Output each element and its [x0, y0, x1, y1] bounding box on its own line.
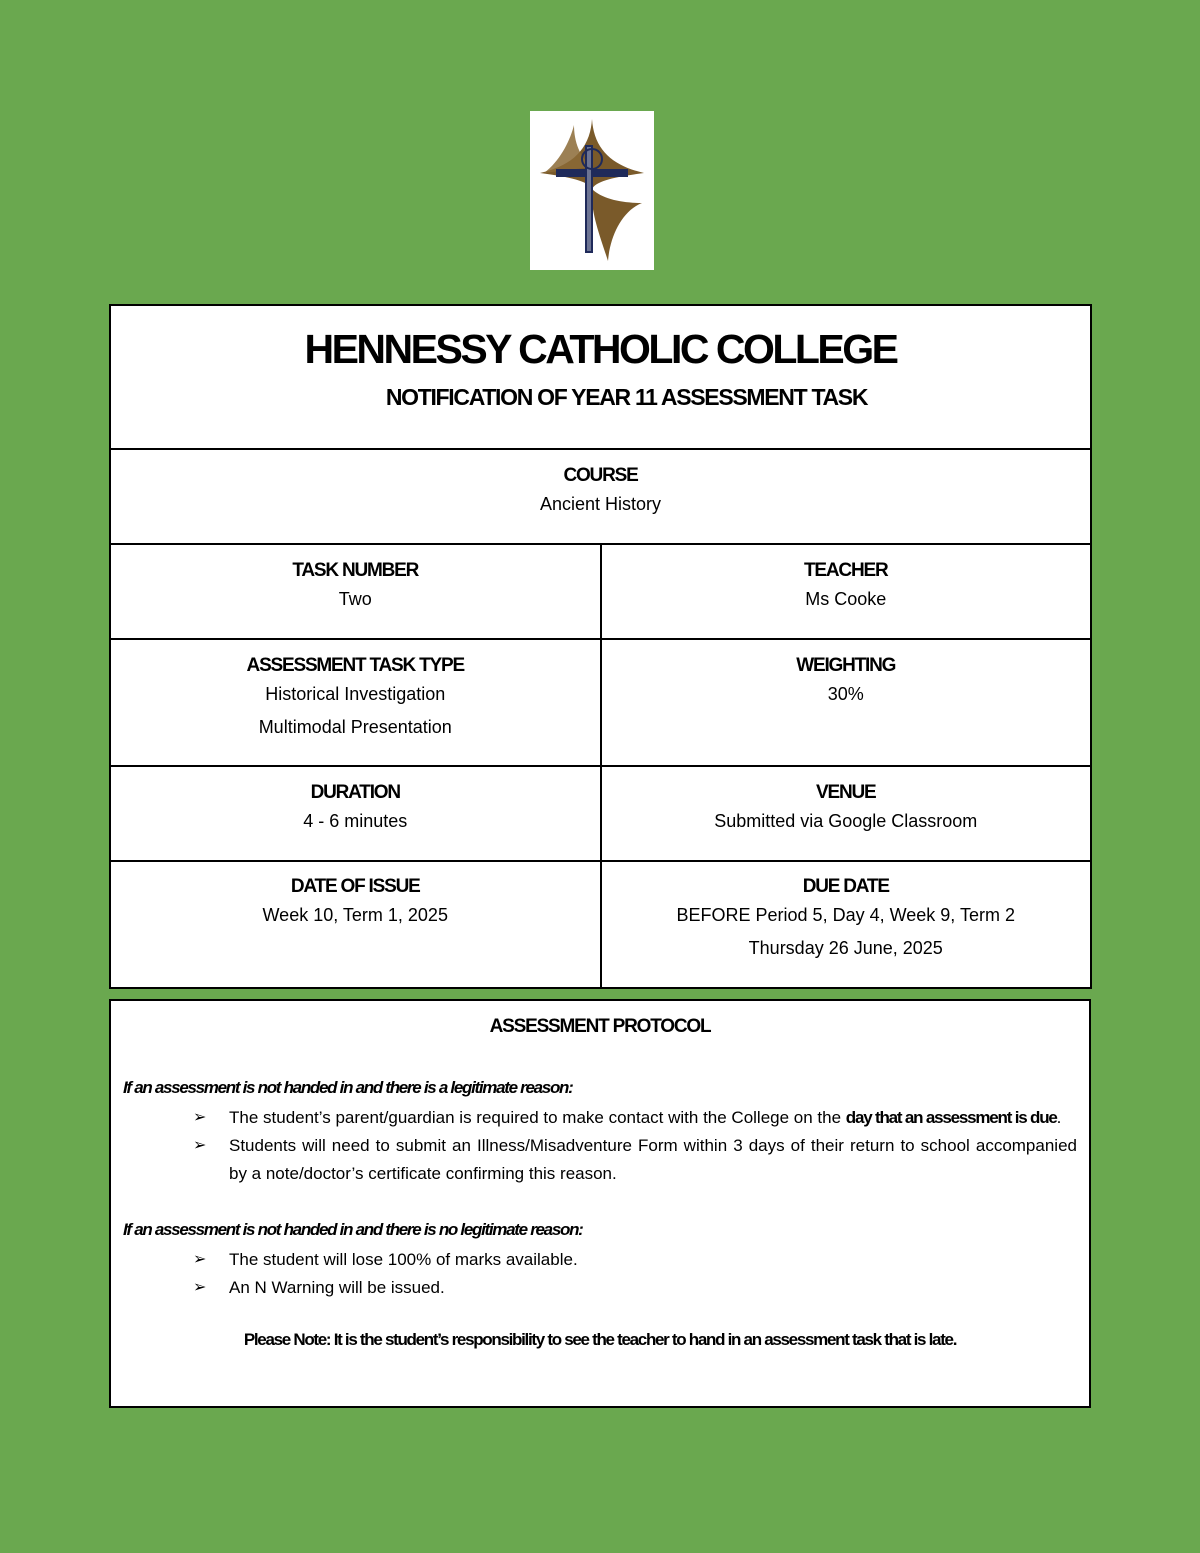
duration-cell — [111, 767, 600, 860]
task-type-line1: Historical Investigation — [265, 684, 446, 704]
college-crest-icon — [530, 111, 654, 270]
arrow-bullet-icon: ➢ — [193, 1109, 207, 1126]
assessment-notification-table — [109, 304, 1092, 989]
task-number-label: TASK NUMBER — [292, 560, 419, 581]
task-type-cell — [111, 640, 600, 765]
date-of-issue-cell — [111, 862, 600, 987]
list-item — [193, 1246, 1077, 1274]
task-type-label: ASSESSMENT TASK TYPE — [246, 655, 464, 676]
task-number-cell — [111, 545, 600, 638]
assessment-protocol-box — [109, 999, 1091, 1408]
no-legitimate-reason-heading: If an assessment is not handed in and there is no legitimate reason: — [123, 1220, 583, 1239]
dates-row — [111, 862, 1090, 987]
course-cell — [111, 450, 1090, 543]
date-of-issue-value: Week 10, Term 1, 2025 — [262, 905, 448, 925]
arrow-bullet-icon: ➢ — [193, 1137, 207, 1154]
teacher-value: Ms Cooke — [805, 589, 887, 609]
course-label: COURSE — [563, 465, 638, 486]
nolegit-bullet-2-text: An N Warning will be issued. — [229, 1278, 445, 1297]
task-number-value: Two — [338, 589, 372, 609]
due-date-cell — [600, 862, 1091, 987]
nolegit-bullet-1-text: The student will lose 100% of marks available. — [229, 1250, 578, 1269]
venue-label: VENUE — [816, 782, 876, 803]
legit-bullet-1-text: The student’s parent/guardian is required to make contact with the College on the — [229, 1108, 846, 1127]
header-row — [111, 327, 1090, 450]
legitimate-reason-heading: If an assessment is not handed in and there is a legitimate reason: — [123, 1078, 573, 1097]
date-of-issue-label: DATE OF ISSUE — [290, 876, 420, 897]
teacher-label: TEACHER — [804, 560, 888, 581]
type-weighting-row — [111, 640, 1090, 767]
list-item — [193, 1104, 1077, 1132]
legit-bullet-1-end: . — [1056, 1108, 1062, 1127]
weighting-cell — [600, 640, 1091, 765]
late-task-note: Please Note: It is the student’s responsibility to see the teacher to hand in an assessment task that is late. — [243, 1330, 957, 1349]
legit-bullet-2-text: Students will need to submit an Illness/Misadventure Form within 3 days of their return to school accompanied by a note/doctor’s certificate confirming this reason. — [229, 1136, 1077, 1183]
list-item — [193, 1132, 1077, 1188]
venue-value: Submitted via Google Classroom — [714, 811, 978, 831]
duration-label: DURATION — [310, 782, 400, 803]
course-value: Ancient History — [539, 494, 662, 514]
task-type-line2: Multimodal Presentation — [258, 717, 452, 737]
duration-value: 4 - 6 minutes — [303, 811, 408, 831]
task-teacher-row — [111, 545, 1090, 640]
course-row — [111, 450, 1090, 545]
due-date-line1: BEFORE Period 5, Day 4, Week 9, Term 2 — [676, 905, 1015, 925]
arrow-bullet-icon: ➢ — [193, 1279, 207, 1296]
legit-bullet-1-bold: day that an assessment is due — [845, 1108, 1057, 1127]
college-logo — [530, 111, 654, 270]
venue-cell — [600, 767, 1091, 860]
due-date-line2: Thursday 26 June, 2025 — [748, 938, 943, 958]
notification-title: NOTIFICATION OF YEAR 11 ASSESSMENT TASK — [385, 384, 868, 410]
weighting-label: WEIGHTING — [796, 655, 896, 676]
teacher-cell — [600, 545, 1091, 638]
list-item — [193, 1274, 1077, 1302]
legitimate-reason-list — [123, 1104, 1077, 1188]
weighting-value: 30% — [827, 684, 864, 704]
duration-venue-row — [111, 767, 1090, 862]
due-date-label: DUE DATE — [802, 876, 889, 897]
college-name: HENNESSY CATHOLIC COLLEGE — [304, 326, 897, 372]
arrow-bullet-icon: ➢ — [193, 1251, 207, 1268]
protocol-heading: ASSESSMENT PROTOCOL — [489, 1016, 711, 1037]
no-legitimate-reason-list — [123, 1246, 1077, 1302]
